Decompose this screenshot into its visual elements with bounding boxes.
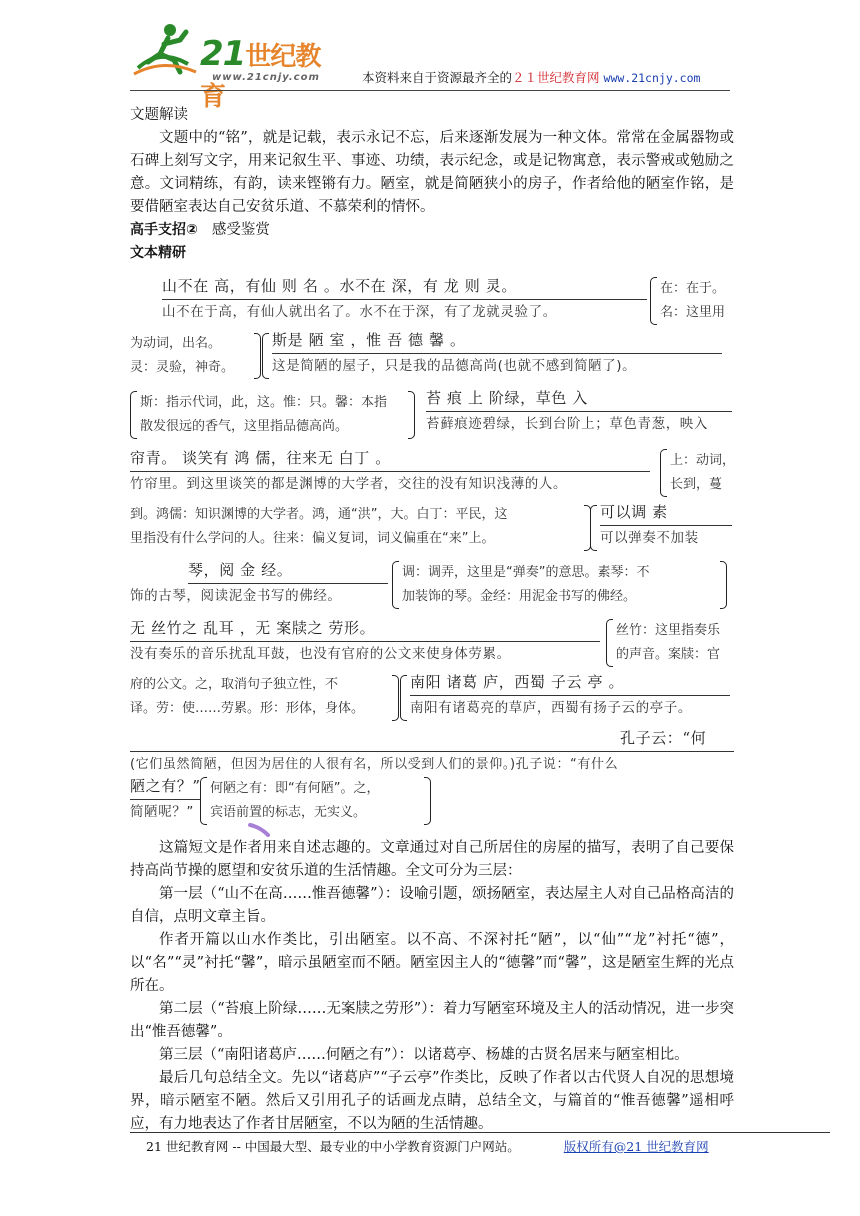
header-note: 本资料来自于资源最齐全的２１世纪教育网 www.21cnjy.com	[362, 70, 701, 85]
analysis-section	[130, 837, 734, 1136]
copyright-link[interactable]: 版权所有@21 世纪教育网	[563, 1139, 709, 1154]
page-header	[130, 18, 730, 112]
translation-line-10: 简陋呢？”	[130, 804, 194, 820]
translation-line-6: 饰的古琴，阅读泥金书写的佛经。	[130, 588, 342, 604]
original-line-1: 山不在 高，有仙 则 名 。水不在 深，有 龙 则 灵。	[162, 275, 647, 300]
original-line-5: 可以调 素	[600, 501, 732, 526]
header-divider	[130, 90, 730, 91]
footer-text: 21 世纪教育网 -- 中国最大型、最专业的中小学教育资源门户网站。	[146, 1139, 520, 1154]
translation-line-4: 竹帘里。到这里谈笑的都是渊博的大学者，交往的没有知识浅薄的人。	[130, 476, 568, 492]
note-3b: 长到，蔓	[670, 477, 723, 492]
original-line-2: 斯是 陋 室 ，惟 吾 德 馨 。	[272, 329, 722, 354]
bracket	[720, 561, 727, 609]
analysis-paragraph: 第三层（“南阳诸葛庐……何陋之有”）：以诸葛亭、杨雄的古贤名居来与陋室相比。	[159, 1047, 689, 1063]
bracket	[660, 449, 667, 497]
bracket	[392, 675, 399, 721]
bracket	[400, 675, 407, 721]
logo-url: www.21cnjy.com	[212, 72, 320, 83]
translation-line-7: 没有奏乐的音乐扰乱耳鼓，也没有官府的公文来使身体劳累。	[130, 646, 511, 662]
note-1c: 为动词，出名。	[130, 336, 222, 351]
bracket	[590, 505, 597, 551]
bracket	[262, 333, 269, 379]
translation-line-1: 山不在于高，有仙人就出名了。水不在于深，有了龙就灵验了。	[162, 304, 557, 320]
translation-line-3: 苔藓痕迹碧绿，长到台阶上；草色青葱，映入	[426, 416, 708, 432]
original-line-7: 无 丝竹之 乱耳 ，无 案牍之 劳形。	[130, 617, 600, 642]
original-line-6: 琴，阅 金 经。	[188, 559, 388, 584]
translation-line-9: (它们虽然简陋，但因为居住的人很有名，所以受到人们的景仰。)孔子说：“有什么	[130, 757, 619, 772]
bracket	[408, 391, 415, 439]
note-6a: 何陋之有：即“有何陋”。之，	[210, 781, 380, 796]
bracket	[254, 333, 261, 379]
translation-line-2: 这是简陋的屋子，只是我的品德高尚(也就不感到简陋了)。	[272, 358, 637, 374]
note-5a: 丝竹：这里指奏乐	[616, 623, 721, 638]
translation-line-8: 南阳有诸葛亮的草庐，西蜀有扬子云的亭子。	[410, 700, 692, 716]
original-line-3: 苔 痕 上 阶绿，草色 入	[426, 387, 732, 412]
annotated-text-figure	[130, 269, 734, 773]
text-study-heading: 文本精研	[130, 245, 186, 261]
note-5b: 的声音。案牍：官	[616, 647, 721, 662]
note-6b: 宾语前置的标志，无实义。	[210, 805, 367, 820]
bracket	[606, 619, 613, 667]
site-name: ２１世纪教育网	[512, 70, 600, 85]
note-3d: 里指没有什么学问的人。往来：偏义复词，词义偏重在“来”上。	[130, 531, 495, 546]
original-line-4: 帘青。 谈笑有 鸿 儒，往来无 白丁 。	[130, 447, 650, 472]
title-explain-text: 文题中的“铭”，就是记载，表示永记不忘，后来逐渐发展为一种文体。常常在金属器物或石碑上刻写文字，用来记叙生平、事迹、功绩，表示纪念，或是记物寓意，表示警戒或勉励之意。文词精练，有韵，读来铿锵有力。陋室，就是简陋狭小的房子，作者给他的陋室作铭，是要借陋室表达自己安贫乐道、不慕荣利的情怀。	[130, 130, 734, 215]
runner-logo-icon	[130, 18, 200, 80]
note-3a: 上：动词，	[670, 453, 736, 468]
section-heading: 文题解读	[130, 107, 188, 123]
note-5d: 译。劳：使……劳累。形：形体，身体。	[130, 701, 365, 716]
translation-line-5: 可以弹奏不加装	[600, 530, 699, 546]
note-4a: 调：调弄，这里是“弹奏”的意思。素琴：不	[402, 565, 650, 580]
footer-divider	[130, 1132, 830, 1133]
tips-heading: 高手支招② 感受鉴赏	[130, 222, 270, 238]
analysis-paragraph: 最后几句总结全文。先以“诸葛庐”“子云亭”作类比，反映了作者以古代贤人自况的思想境界，暗示陋室不陋。然后又引用孔子的话画龙点睛，总结全文，与篇首的“惟吾德馨”遥相呼应，有力地表达了作者甘居陋室，不以为陋的生活情趣。	[130, 1070, 734, 1132]
note-2b: 散发很远的香气，这里指品德高尚。	[140, 419, 349, 434]
note-4b: 加装饰的琴。金经：用泥金书写的佛经。	[402, 589, 637, 604]
note-1b: 名：这里用	[660, 305, 726, 320]
underline	[130, 751, 734, 752]
analysis-paragraph: 第一层（“山不在高……惟吾德馨”）：设喻引题，颂扬陋室，表达屋主人对自己品格高洁的自信，点明文章主旨。	[130, 886, 734, 925]
bracket	[200, 777, 207, 825]
analysis-paragraph: 第二层（“苔痕上阶绿……无案牍之劳形”）：着力写陋室环境及主人的活动情况，进一步突出“惟吾德馨”。	[130, 1001, 734, 1040]
decorative-mark-icon	[248, 823, 270, 837]
site-url-link[interactable]: www.21cnjy.com	[603, 71, 701, 85]
site-logo[interactable]	[130, 18, 340, 112]
original-line-9: 孔子云：“何	[620, 729, 707, 747]
analysis-paragraph: 作者开篇以山水作类比，引出陋室。以不高、不深衬托“陋”，以“仙”“龙”衬托“德”，以“名”“灵”衬托“馨”，暗示虽陋室而不陋。陋室因主人的“德馨”而“馨”，这是陋室生辉的光点所在。	[130, 932, 734, 994]
main-content	[130, 104, 734, 1136]
note-1a: 在：在于。	[660, 281, 726, 296]
logo-wordmark: 21世纪教育	[200, 34, 321, 112]
bracket	[650, 277, 657, 325]
annotated-text-figure-end	[130, 773, 734, 829]
bracket	[130, 391, 137, 439]
note-3c: 到。鸿儒：知识渊博的大学者。鸿，通“洪”，大。白丁：平民，这	[130, 507, 508, 522]
original-line-10: 陋之有？”	[130, 775, 201, 800]
note-2a: 斯：指示代词，此，这。惟：只。馨：本指	[140, 395, 388, 410]
bracket	[392, 561, 399, 609]
analysis-paragraph: 这篇短文是作者用来自述志趣的。文章通过对自己所居住的房屋的描写，表明了自己要保持高尚节操的愿望和安贫乐道的生活情趣。全文可分为三层：	[130, 840, 734, 879]
note-5c: 府的公文。之，取消句子独立性，不	[130, 677, 339, 692]
original-line-8: 南阳 诸葛 庐，西蜀 子云 亭 。	[410, 671, 730, 696]
page-footer	[146, 1137, 709, 1155]
note-1d: 灵：灵验，神奇。	[130, 360, 235, 375]
bracket	[424, 777, 431, 825]
